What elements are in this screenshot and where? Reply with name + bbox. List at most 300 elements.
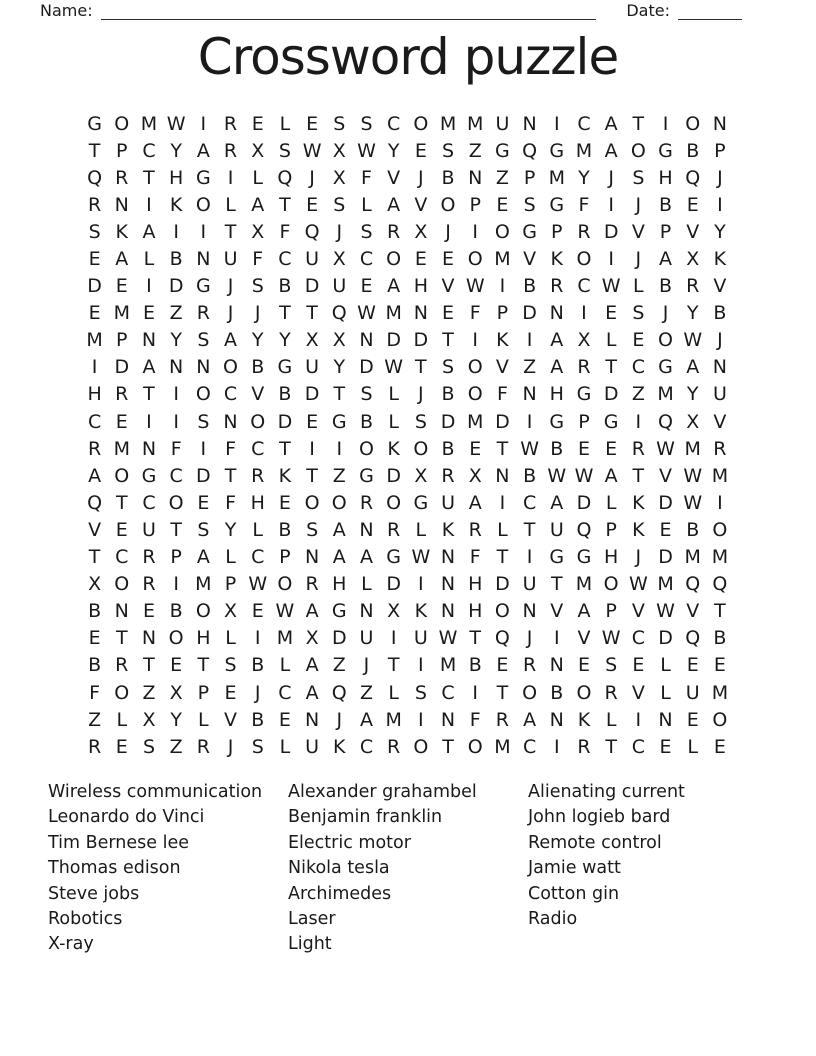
grid-letter: E (278, 491, 291, 514)
grid-letter: B (659, 275, 673, 298)
grid-letter: R (87, 735, 102, 758)
grid-letter: R (387, 220, 401, 243)
grid-letter: Z (88, 708, 102, 731)
grid-letter: C (251, 546, 265, 569)
grid-letter: Q (658, 410, 674, 433)
grid-letter: D (87, 275, 102, 298)
grid-letter: B (441, 166, 455, 189)
grid-letter: S (414, 681, 427, 704)
grid-letter: B (550, 437, 564, 460)
grid-letter: N (114, 193, 129, 216)
grid-letter: B (278, 275, 292, 298)
grid-letter: M (385, 708, 402, 731)
grid-letter: W (275, 600, 295, 623)
grid-letter: R (115, 383, 129, 406)
grid-letter: V (224, 708, 238, 731)
grid-letter: N (304, 546, 320, 569)
grid-letter: M (711, 464, 729, 487)
grid-letter: I (553, 112, 560, 135)
grid-letter: R (550, 275, 564, 298)
grid-letter: T (143, 654, 155, 677)
word-list-item: Wireless communication (48, 782, 263, 802)
grid-letter: V (713, 410, 727, 433)
grid-letter: M (575, 573, 593, 596)
grid-letter: Z (169, 302, 183, 325)
word-list-item: Steve jobs (48, 883, 140, 904)
grid-letter: V (251, 383, 265, 406)
grid-letter: K (441, 518, 455, 541)
grid-letter: U (549, 518, 564, 541)
grid-letter: O (195, 600, 211, 623)
grid-letter: E (686, 708, 699, 731)
grid-letter: E (632, 654, 645, 677)
word-list-item: Radio (528, 909, 578, 930)
grid-letter: A (142, 220, 156, 243)
word-list-item: Light (288, 934, 332, 955)
grid-letter: P (116, 139, 128, 162)
grid-letter: D (168, 275, 184, 298)
grid-letter: D (413, 329, 429, 352)
grid-letter: S (306, 518, 319, 541)
word-list-item: Archimedes (288, 883, 392, 904)
grid-letter: T (442, 735, 454, 758)
grid-letter: D (196, 464, 211, 487)
grid-letter: C (631, 356, 645, 379)
grid-letter: D (114, 356, 130, 379)
grid-letter: C (631, 627, 645, 650)
grid-letter: I (581, 302, 587, 325)
grid-letter: S (632, 166, 645, 189)
grid-letter: U (495, 112, 510, 135)
grid-letter: B (713, 302, 727, 325)
grid-letter: D (304, 383, 320, 406)
grid-letter: T (496, 546, 509, 569)
grid-letter: W (547, 464, 567, 487)
grid-letter: W (411, 546, 431, 569)
word-list-item: Jamie watt (528, 858, 621, 879)
grid-letter: J (227, 302, 234, 325)
grid-letter: F (279, 220, 291, 243)
grid-letter: M (494, 248, 511, 271)
word-list-column-3 (528, 780, 768, 958)
grid-letter: S (197, 329, 210, 352)
grid-letter: I (390, 627, 397, 650)
grid-letter: T (632, 112, 645, 135)
grid-letter: J (717, 329, 723, 352)
grid-letter: R (223, 112, 238, 135)
grid-letter: S (360, 220, 373, 243)
grid-letter: N (196, 356, 211, 379)
grid-letter: F (496, 383, 508, 406)
grid-letter: V (659, 464, 673, 487)
grid-letter: W (656, 437, 675, 460)
grid-letter: O (114, 681, 130, 704)
grid-letter: H (468, 600, 483, 623)
grid-letter: N (359, 518, 374, 541)
grid-letter: V (88, 518, 102, 541)
grid-letter: A (550, 491, 564, 514)
grid-letter: P (197, 681, 210, 704)
grid-letter: Q (685, 627, 701, 650)
grid-letter: E (577, 654, 590, 677)
grid-letter: C (359, 248, 374, 271)
grid-letter: D (304, 275, 320, 298)
grid-letter: O (195, 383, 211, 406)
grid-letter: O (114, 573, 130, 596)
grid-letter: O (114, 112, 130, 135)
grid-letter: M (657, 383, 674, 406)
grid-letter: T (442, 329, 454, 352)
grid-letter: D (386, 329, 401, 352)
grid-letter: D (495, 573, 510, 596)
grid-letter: U (332, 275, 347, 298)
grid-letter: O (386, 248, 402, 271)
grid-letter: U (413, 627, 428, 650)
grid-letter: G (195, 166, 211, 189)
grid-letter: I (553, 627, 560, 650)
grid-letter: X (305, 627, 319, 650)
grid-letter: A (305, 600, 319, 623)
grid-letter: E (170, 654, 183, 677)
grid-letter: T (88, 546, 101, 569)
grid-letter: E (306, 410, 319, 433)
grid-letter: P (605, 600, 617, 623)
grid-letter: I (526, 329, 533, 352)
grid-letter: O (576, 248, 592, 271)
grid-letter: M (385, 302, 402, 325)
grid-letter: R (522, 654, 537, 677)
grid-letter: N (712, 112, 728, 135)
grid-letter: G (549, 410, 565, 433)
grid-letter: G (549, 139, 565, 162)
grid-letter: P (496, 302, 509, 325)
grid-letter: W (384, 356, 404, 379)
grid-letter: K (496, 329, 509, 352)
grid-letter: N (549, 708, 564, 731)
grid-letter: O (467, 383, 483, 406)
grid-letter: N (413, 302, 428, 325)
grid-letter: S (197, 518, 210, 541)
grid-letter: S (142, 735, 155, 758)
grid-letter: K (115, 220, 129, 243)
grid-letter: X (577, 329, 591, 352)
grid-letter: C (577, 112, 591, 135)
grid-letter: T (279, 193, 291, 216)
grid-letter: T (469, 627, 482, 650)
grid-letter: N (440, 546, 456, 569)
grid-letter: L (605, 329, 617, 352)
grid-letter: G (495, 139, 510, 162)
grid-letter: X (332, 166, 346, 189)
grid-letter: A (359, 546, 373, 569)
grid-letter: V (631, 681, 645, 704)
word-search-grid (81, 110, 734, 760)
grid-letter: W (302, 139, 322, 162)
grid-letter: A (305, 681, 319, 704)
grid-letter: Z (495, 166, 509, 189)
grid-letter: Z (359, 681, 373, 704)
grid-letter: V (387, 166, 401, 189)
grid-letter: O (413, 112, 429, 135)
grid-letter: Q (277, 166, 293, 189)
grid-letter: Y (170, 708, 182, 731)
grid-letter: A (251, 193, 265, 216)
grid-letter: Z (468, 139, 482, 162)
grid-letter: B (251, 356, 265, 379)
grid-letter: W (166, 112, 186, 135)
grid-letter: D (658, 627, 673, 650)
grid-letter: H (658, 166, 673, 189)
grid-letter: J (445, 220, 451, 243)
grid-letter: T (306, 464, 318, 487)
grid-letter: X (305, 329, 319, 352)
grid-letter: L (279, 112, 291, 135)
grid-letter: E (686, 193, 699, 216)
grid-letter: E (414, 139, 427, 162)
grid-letter: B (278, 383, 292, 406)
grid-letter: O (413, 735, 429, 758)
grid-letter: G (87, 112, 102, 135)
grid-letter: L (252, 518, 264, 541)
grid-letter: O (685, 112, 701, 135)
grid-letter: N (658, 708, 673, 731)
grid-letter: U (441, 491, 455, 514)
grid-letter: Q (685, 166, 701, 189)
grid-letter: S (251, 275, 264, 298)
grid-letter: Z (332, 654, 346, 677)
grid-letter: I (146, 275, 152, 298)
grid-letter: P (469, 193, 481, 216)
grid-letter: P (659, 220, 672, 243)
grid-letter: W (357, 302, 376, 325)
grid-letter: L (388, 383, 399, 406)
grid-letter: R (604, 681, 618, 704)
word-list-item: Electric motor (288, 832, 411, 853)
grid-letter: E (496, 654, 509, 677)
grid-letter: X (468, 464, 482, 487)
grid-letter: I (635, 708, 642, 731)
grid-letter: A (550, 329, 564, 352)
word-list-item: John logieb bard (528, 807, 671, 828)
date-label: Date: (626, 1, 670, 20)
grid-letter: C (278, 681, 292, 704)
grid-letter: F (225, 491, 236, 514)
grid-letter: J (254, 681, 261, 704)
grid-letter: Y (333, 356, 346, 379)
grid-letter: V (686, 600, 700, 623)
grid-letter: A (332, 546, 346, 569)
word-list-item: Remote control (528, 832, 662, 853)
grid-letter: N (304, 708, 320, 731)
word-list-item: X-ray (48, 934, 94, 955)
grid-letter: L (198, 708, 209, 731)
grid-letter: L (225, 627, 236, 650)
grid-letter: P (224, 573, 237, 596)
grid-letter: O (277, 573, 293, 596)
date-blank-line (678, 5, 742, 20)
grid-letter: O (331, 491, 347, 514)
grid-letter: M (711, 681, 729, 704)
grid-letter: O (467, 356, 483, 379)
grid-letter: T (333, 383, 346, 406)
grid-letter: M (467, 410, 484, 433)
grid-letter: E (142, 600, 155, 623)
grid-letter: I (717, 491, 723, 514)
grid-letter: B (686, 518, 700, 541)
grid-letter: J (418, 166, 424, 189)
grid-letter: M (684, 437, 701, 460)
grid-letter: X (387, 600, 401, 623)
grid-letter: S (360, 112, 373, 135)
grid-letter: V (495, 356, 509, 379)
grid-letter: I (662, 112, 669, 135)
grid-letter: S (442, 139, 455, 162)
grid-letter: R (115, 654, 129, 677)
grid-letter: J (227, 735, 234, 758)
grid-letter: T (170, 518, 182, 541)
grid-letter: R (468, 518, 482, 541)
grid-letter: U (305, 735, 320, 758)
grid-letter: T (197, 654, 210, 677)
grid-letter: P (116, 329, 128, 352)
grid-letter: U (142, 518, 156, 541)
grid-letter: J (254, 302, 261, 325)
grid-letter: D (522, 302, 537, 325)
grid-letter: D (440, 410, 456, 433)
grid-letter: E (278, 708, 291, 731)
grid-letter: C (577, 275, 591, 298)
grid-letter: E (442, 248, 455, 271)
grid-letter: C (142, 139, 156, 162)
grid-letter: Q (522, 139, 538, 162)
grid-letter: A (686, 356, 700, 379)
grid-letter: M (195, 573, 212, 596)
grid-letter: B (359, 410, 373, 433)
grid-letter: E (605, 302, 618, 325)
grid-letter: O (630, 139, 646, 162)
grid-letter: O (168, 491, 184, 514)
grid-letter: N (549, 654, 564, 677)
grid-letter: S (360, 383, 373, 406)
grid-letter: V (577, 627, 591, 650)
grid-letter: M (113, 437, 130, 460)
grid-letter: R (631, 437, 645, 460)
grid-letter: O (195, 193, 211, 216)
grid-letter: W (628, 573, 648, 596)
grid-letter: B (88, 654, 102, 677)
grid-letter: I (717, 193, 723, 216)
grid-letter: R (387, 735, 401, 758)
grid-letter: E (496, 193, 509, 216)
grid-letter: I (200, 112, 207, 135)
grid-letter: O (223, 356, 239, 379)
grid-letter: X (88, 573, 102, 596)
grid-letter: A (196, 139, 210, 162)
grid-letter: V (713, 275, 727, 298)
grid-letter: Q (576, 518, 592, 541)
grid-letter: L (116, 708, 128, 731)
grid-letter: J (336, 220, 343, 243)
grid-letter: S (88, 220, 101, 243)
grid-letter: Q (331, 302, 347, 325)
grid-letter: A (468, 491, 482, 514)
grid-letter: P (605, 518, 617, 541)
grid-letter: N (522, 383, 537, 406)
grid-letter: L (605, 491, 617, 514)
grid-letter: X (332, 248, 346, 271)
grid-letter: B (523, 275, 537, 298)
grid-letter: G (331, 410, 347, 433)
grid-letter: L (497, 518, 508, 541)
grid-letter: J (363, 654, 370, 677)
grid-letter: P (714, 139, 726, 162)
grid-letter: U (305, 248, 320, 271)
grid-letter: Y (251, 329, 264, 352)
grid-letter: X (251, 139, 265, 162)
grid-letter: I (472, 220, 479, 243)
grid-letter: J (635, 248, 642, 271)
grid-letter: G (522, 220, 537, 243)
grid-letter: A (523, 708, 537, 731)
grid-letter: S (224, 654, 237, 677)
grid-letter: Q (685, 573, 701, 596)
grid-letter: R (686, 275, 700, 298)
grid-letter: O (712, 708, 728, 731)
grid-letter: W (248, 573, 268, 596)
grid-letter: C (441, 681, 455, 704)
grid-letter: T (496, 681, 509, 704)
grid-letter: T (714, 600, 726, 623)
grid-letter: O (250, 410, 266, 433)
grid-letter: R (115, 166, 129, 189)
grid-letter: I (146, 193, 152, 216)
grid-letter: C (278, 248, 292, 271)
grid-letter: V (441, 275, 455, 298)
grid-letter: E (306, 193, 319, 216)
grid-letter: N (495, 464, 510, 487)
word-list-column-2 (288, 780, 528, 958)
grid-letter: I (227, 166, 234, 189)
grid-letter: X (142, 708, 156, 731)
grid-letter: G (603, 410, 619, 433)
grid-letter: R (713, 437, 727, 460)
grid-letter: X (332, 329, 346, 352)
grid-letter: O (494, 220, 510, 243)
grid-letter: G (576, 546, 592, 569)
grid-letter: V (523, 248, 537, 271)
grid-letter: J (227, 275, 234, 298)
grid-letter: H (468, 573, 483, 596)
grid-letter: J (608, 166, 614, 189)
grid-letter: C (223, 383, 238, 406)
grid-letter: C (87, 410, 102, 433)
grid-letter: N (522, 600, 537, 623)
grid-letter: N (114, 600, 129, 623)
grid-letter: L (279, 654, 291, 677)
grid-letter: A (604, 464, 618, 487)
grid-letter: S (523, 193, 536, 216)
grid-letter: V (686, 220, 700, 243)
grid-letter: C (251, 437, 265, 460)
grid-letter: S (632, 302, 645, 325)
grid-letter: L (633, 275, 644, 298)
grid-letter: O (658, 329, 674, 352)
grid-letter: Y (578, 166, 590, 189)
grid-letter: I (336, 437, 343, 460)
grid-letter: A (332, 518, 346, 541)
grid-letter: N (141, 627, 157, 650)
grid-letter: X (686, 248, 700, 271)
